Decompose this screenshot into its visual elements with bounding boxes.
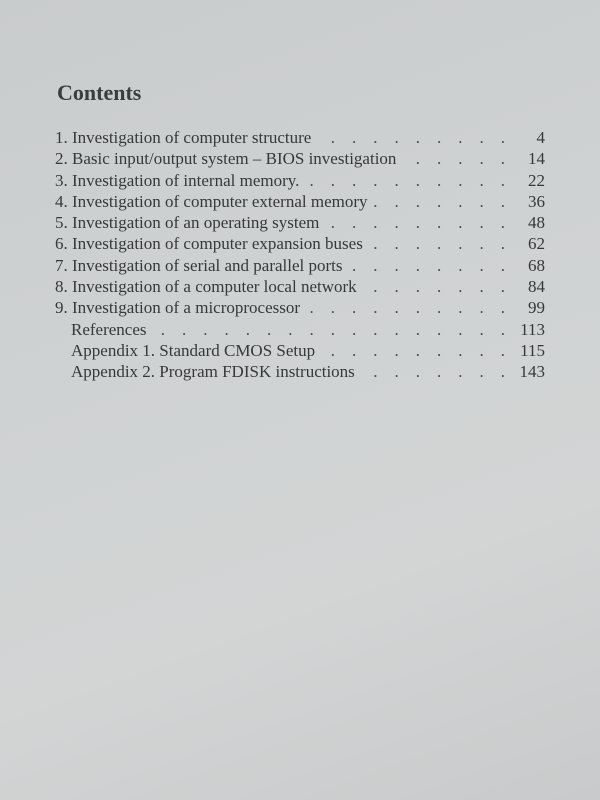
- dot-leader: [153, 319, 505, 340]
- toc-entry-title: 2. Basic input/output system – BIOS investigation: [55, 149, 397, 169]
- dot-leader: [402, 148, 505, 169]
- toc-entry-title: 1. Investigation of computer structure: [55, 128, 312, 147]
- toc-entry: [55, 276, 545, 297]
- toc-entry-page: 62: [528, 234, 545, 254]
- toc-entry-page: 143: [519, 362, 545, 382]
- toc-entry-page: 36: [528, 191, 545, 211]
- toc-entry-title: Appendix 2. Program FDISK instructions: [71, 362, 355, 382]
- toc-entry-page: 115: [520, 340, 545, 360]
- toc-entry-title: References: [71, 319, 147, 339]
- dot-leader: [374, 191, 505, 212]
- toc-entry-page: 14: [528, 149, 545, 169]
- toc-entry-title: 6. Investigation of computer expansion buses: [55, 234, 363, 254]
- toc-entry: [55, 191, 545, 212]
- toc-entry-title: 8. Investigation of a computer local network: [55, 277, 357, 297]
- toc-entry-page: 22: [528, 170, 545, 190]
- toc-entry-title: 9. Investigation of a microprocessor: [55, 298, 301, 318]
- dot-leader: [306, 297, 505, 318]
- toc-entry-title: 4. Investigation of computer external memory: [55, 191, 368, 211]
- toc-entry-page: 68: [528, 255, 545, 275]
- toc-entry-title: 5. Investigation of an operating system: [55, 213, 320, 233]
- toc-entry: [55, 233, 545, 254]
- toc-entry: [55, 361, 545, 382]
- toc-entry-page: 84: [528, 277, 545, 297]
- toc-entry: [55, 148, 545, 169]
- toc-entry: [55, 319, 545, 340]
- toc-entry: [55, 170, 545, 191]
- contents-heading: Contents: [57, 80, 142, 105]
- toc-entry-title: 7. Investigation of serial and parallel ports: [55, 255, 343, 275]
- dot-leader: [325, 212, 505, 233]
- toc-entry-page: 4: [536, 128, 545, 147]
- dot-leader: [363, 276, 505, 297]
- dot-leader: [305, 170, 505, 191]
- dot-leader: [317, 127, 505, 148]
- toc-entry: [55, 127, 545, 148]
- toc-entry: [55, 212, 545, 233]
- toc-entry-page: 99: [528, 298, 545, 318]
- dot-leader: [321, 340, 505, 361]
- toc-entry-page: 113: [520, 319, 545, 339]
- dot-leader: [361, 361, 505, 382]
- toc-entry: [55, 340, 545, 361]
- table-of-contents: [55, 127, 545, 383]
- toc-entry-title: Appendix 1. Standard CMOS Setup: [71, 340, 316, 360]
- toc-entry-page: 48: [528, 213, 545, 233]
- dot-leader: [349, 255, 506, 276]
- toc-entry-title: 3. Investigation of internal memory.: [55, 170, 300, 190]
- dot-leader: [369, 233, 505, 254]
- toc-entry: [55, 255, 545, 276]
- toc-entry: [55, 297, 545, 318]
